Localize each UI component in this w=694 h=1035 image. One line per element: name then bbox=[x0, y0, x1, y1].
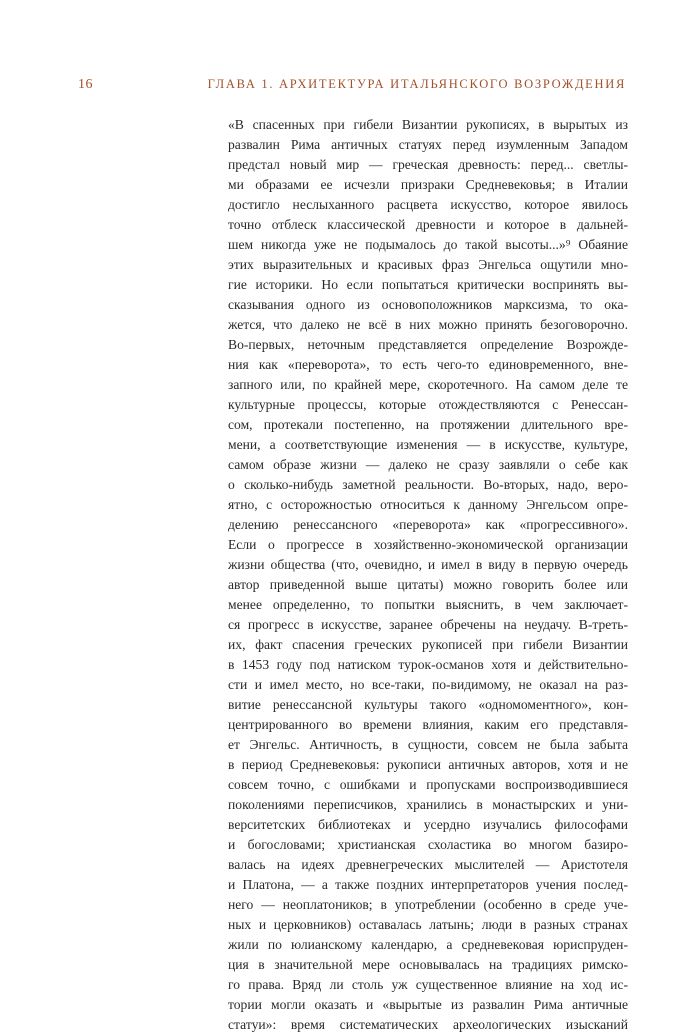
text-line: ных и церковников) оставалась латынь; люди в разных странах bbox=[228, 917, 628, 932]
text-line: культурные процессы, которые отождествляются с Ренессан- bbox=[228, 397, 628, 412]
text-line: статуи»: время систематических археологических изысканий bbox=[228, 1017, 628, 1032]
text-line: и богословами; христианская схоластика во многом базиро- bbox=[228, 837, 628, 852]
text-line: предстал новый мир — греческая древность: перед... светлы- bbox=[228, 157, 628, 172]
text-line: о сколько-нибудь заметной реальности. Во-вторых, надо, веро- bbox=[228, 477, 628, 492]
text-line: ция в значительной мере основывалась на традициях римско- bbox=[228, 957, 628, 972]
text-line: жили по юлианскому календарю, а средневековая юриспруден- bbox=[228, 937, 628, 952]
text-line: делению ренессансного «переворота» как «прогрессивного». bbox=[228, 517, 628, 532]
text-line: этих выразительных и красивых фраз Энгельса ощутили мно- bbox=[228, 257, 628, 272]
text-line: в 1453 году под натиском турок-османов хотя и действительно- bbox=[228, 657, 628, 672]
text-line: ся прогресс в искусстве, заранее обречены на неудачу. В-треть- bbox=[228, 617, 628, 632]
text-line: валась на идеях древнегреческих мыслителей — Аристотеля bbox=[228, 857, 628, 872]
text-line: ния как «переворота», то есть чего-то единовременного, вне- bbox=[228, 357, 628, 372]
chapter-title: ГЛАВА 1. АРХИТЕКТУРА ИТАЛЬЯНСКОГО ВОЗРОЖДЕНИЯ bbox=[207, 77, 626, 91]
text-line: шем никогда уже не подымалось до такой высоты...»⁹ Обаяние bbox=[228, 237, 628, 252]
text-line: центрированного во времени влияния, каким его представля- bbox=[228, 717, 628, 732]
text-line: витие ренессансной культуры такого «одномоментного», кон- bbox=[228, 697, 628, 712]
text-line: достигло неслыханного расцвета искусство, которое явилось bbox=[228, 197, 628, 212]
text-line: поколениями переписчиков, хранились в монастырских и уни- bbox=[228, 797, 628, 812]
text-line: жизни общества (что, очевидно, и имел в виду в первую очередь bbox=[228, 557, 628, 572]
text-line: Во-первых, неточным представляется определение Возрожде- bbox=[228, 337, 628, 352]
text-line: Если о прогрессе в хозяйственно-экономической организации bbox=[228, 537, 628, 552]
text-line: и Платона, — а также поздних интерпретаторов учения послед- bbox=[228, 877, 628, 892]
text-line: менее определенно, то попытки выяснить, в чем заключает- bbox=[228, 597, 628, 612]
text-line: автор приведенной выше цитаты) можно говорить более или bbox=[228, 577, 628, 592]
text-line: ми образами ее исчезли призраки Средневековья; в Италии bbox=[228, 177, 628, 192]
text-line: го права. Вряд ли столь уж существенное влияние на ход ис- bbox=[228, 977, 628, 992]
text-line: совсем точно, с ошибками и пропусками воспроизводившиеся bbox=[228, 777, 628, 792]
text-line: запного или, по крайней мере, скоротечного. На самом деле те bbox=[228, 377, 628, 392]
text-line: верситетских библиотеках и усердно изучались философами bbox=[228, 817, 628, 832]
text-line: ет Энгельс. Античность, в сущности, совсем не была забыта bbox=[228, 737, 628, 752]
text-line: их, факт спасения греческих рукописей при гибели Византии bbox=[228, 637, 628, 652]
text-line: в период Средневековья: рукописи античных авторов, хотя и не bbox=[228, 757, 628, 772]
page-number: 16 bbox=[78, 77, 93, 92]
text-line: гие историки. Но если попытаться критически воспринять вы- bbox=[228, 277, 628, 292]
text-line: тории могли оказать и «вырытые из развалин Рима античные bbox=[228, 997, 628, 1012]
text-line: него — неоплатоников; в употреблении (особенно в среде уче- bbox=[228, 897, 628, 912]
text-line: «В спасенных при гибели Византии рукописях, в вырытых из bbox=[228, 117, 628, 132]
text-line: сказывания одного из основоположников марксизма, то ока- bbox=[228, 297, 628, 312]
text-line: самом образе жизни — далеко не сразу заявляли о себе как bbox=[228, 457, 628, 472]
text-line: сом, протекали постепенно, на протяжении длительного вре- bbox=[228, 417, 628, 432]
text-line: ятно, с осторожностью относиться к данному Энгельсом опре- bbox=[228, 497, 628, 512]
text-line: точно отблеск классической древности и которое в дальней- bbox=[228, 217, 628, 232]
text-line: жется, что далеко не всё в них можно принять безоговорочно. bbox=[228, 317, 628, 332]
text-line: развалин Рима античных статуях перед изумленным Западом bbox=[228, 137, 628, 152]
text-line: сти и имел место, но все-таки, по-видимому, не оказал на раз- bbox=[228, 677, 628, 692]
text-line: мени, а соответствующие изменения — в искусстве, культуре, bbox=[228, 437, 628, 452]
running-head bbox=[78, 77, 626, 95]
body-text bbox=[228, 115, 628, 1035]
